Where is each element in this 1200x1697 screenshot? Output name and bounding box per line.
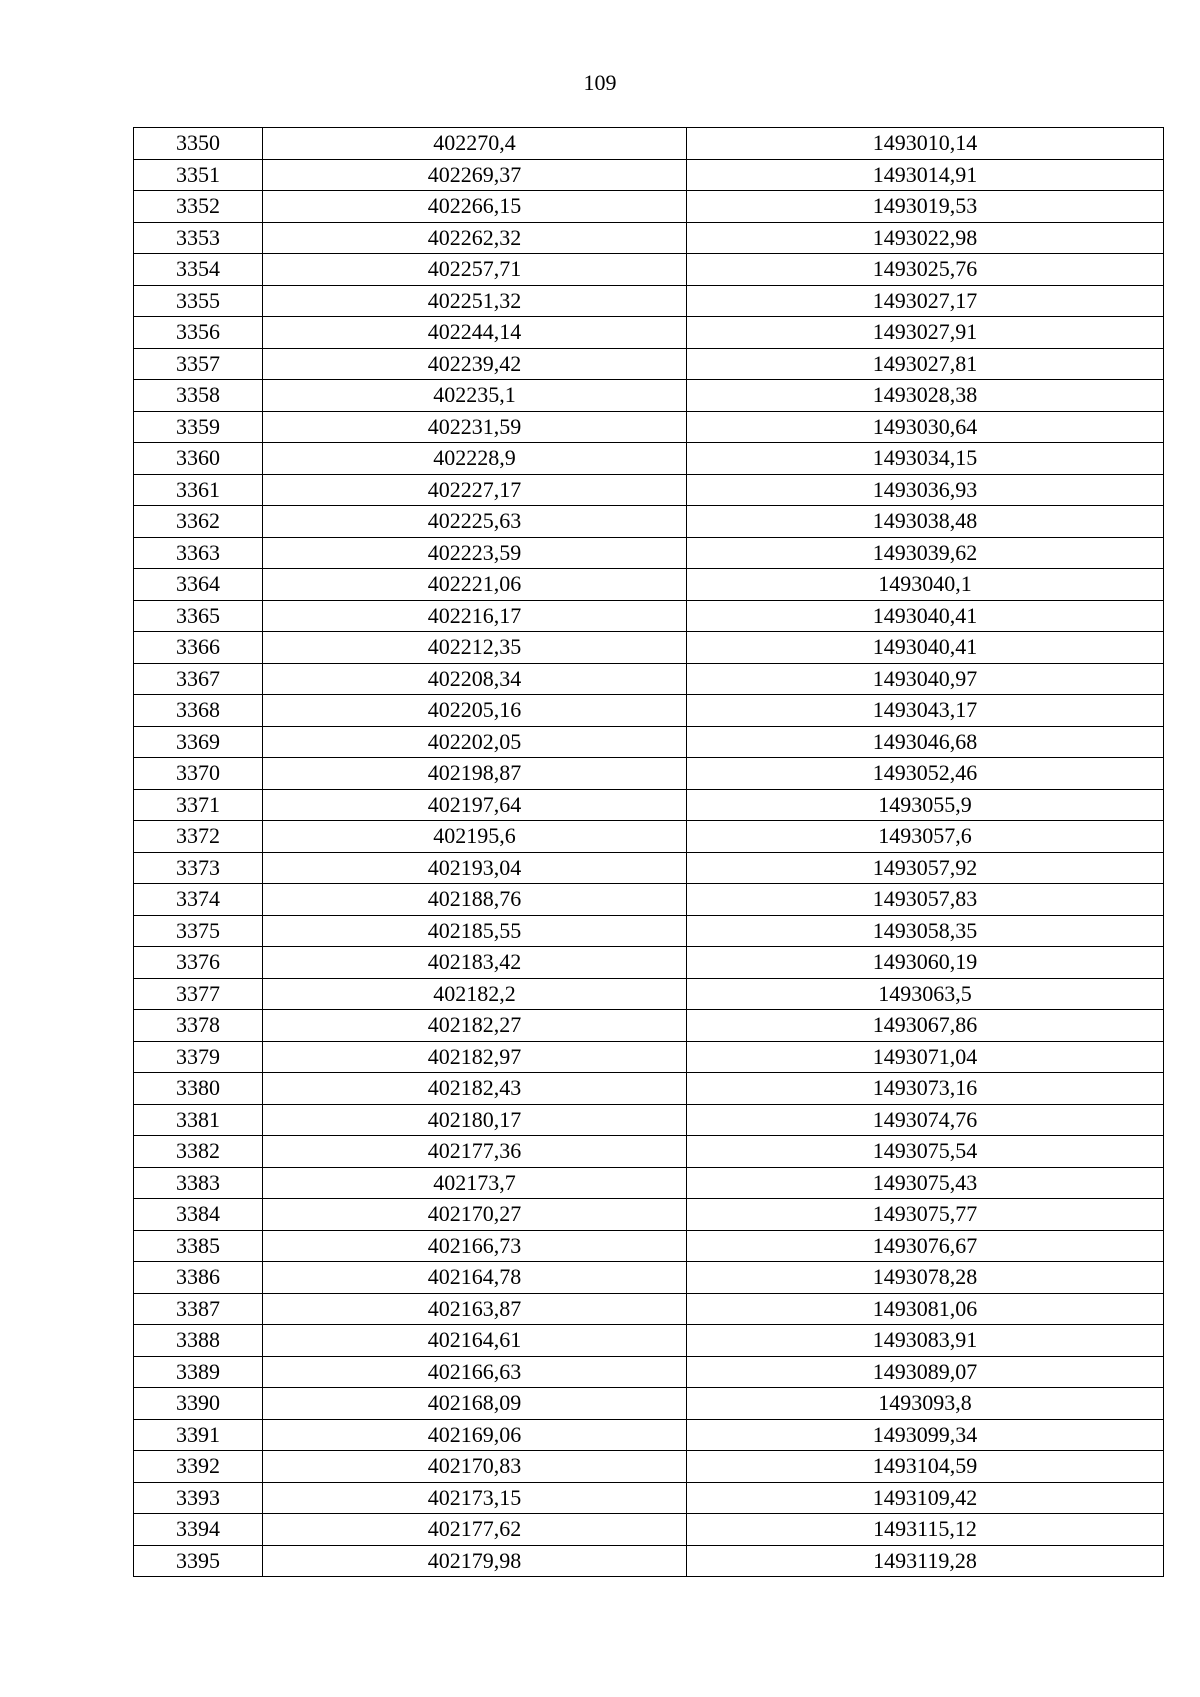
table-row	[134, 978, 1164, 1010]
x-coordinate-cell: 402235,1	[263, 380, 687, 412]
point-number-cell: 3382	[134, 1136, 263, 1168]
x-coordinate-cell: 402170,27	[263, 1199, 687, 1231]
point-number-cell: 3371	[134, 789, 263, 821]
table-row	[134, 1545, 1164, 1577]
y-coordinate-cell: 1493010,14	[687, 128, 1164, 160]
point-number-cell: 3375	[134, 915, 263, 947]
table-row	[134, 285, 1164, 317]
y-coordinate-cell: 1493089,07	[687, 1356, 1164, 1388]
x-coordinate-cell: 402179,98	[263, 1545, 687, 1577]
point-number-cell: 3385	[134, 1230, 263, 1262]
x-coordinate-cell: 402182,2	[263, 978, 687, 1010]
point-number-cell: 3383	[134, 1167, 263, 1199]
y-coordinate-cell: 1493027,81	[687, 348, 1164, 380]
x-coordinate-cell: 402173,15	[263, 1482, 687, 1514]
y-coordinate-cell: 1493073,16	[687, 1073, 1164, 1105]
y-coordinate-cell: 1493063,5	[687, 978, 1164, 1010]
table-row	[134, 1073, 1164, 1105]
point-number-cell: 3373	[134, 852, 263, 884]
x-coordinate-cell: 402169,06	[263, 1419, 687, 1451]
point-number-cell: 3351	[134, 159, 263, 191]
point-number-cell: 3358	[134, 380, 263, 412]
table-row	[134, 159, 1164, 191]
x-coordinate-cell: 402197,64	[263, 789, 687, 821]
point-number-cell: 3379	[134, 1041, 263, 1073]
y-coordinate-cell: 1493115,12	[687, 1514, 1164, 1546]
y-coordinate-cell: 1493093,8	[687, 1388, 1164, 1420]
table-row	[134, 852, 1164, 884]
point-number-cell: 3361	[134, 474, 263, 506]
table-row	[134, 1041, 1164, 1073]
y-coordinate-cell: 1493067,86	[687, 1010, 1164, 1042]
point-number-cell: 3386	[134, 1262, 263, 1294]
y-coordinate-cell: 1493055,9	[687, 789, 1164, 821]
y-coordinate-cell: 1493022,98	[687, 222, 1164, 254]
x-coordinate-cell: 402163,87	[263, 1293, 687, 1325]
table-row	[134, 1167, 1164, 1199]
point-number-cell: 3353	[134, 222, 263, 254]
x-coordinate-cell: 402228,9	[263, 443, 687, 475]
x-coordinate-cell: 402166,73	[263, 1230, 687, 1262]
table-row	[134, 1104, 1164, 1136]
point-number-cell: 3356	[134, 317, 263, 349]
y-coordinate-cell: 1493109,42	[687, 1482, 1164, 1514]
x-coordinate-cell: 402173,7	[263, 1167, 687, 1199]
table-row	[134, 222, 1164, 254]
y-coordinate-cell: 1493043,17	[687, 695, 1164, 727]
point-number-cell: 3364	[134, 569, 263, 601]
x-coordinate-cell: 402270,4	[263, 128, 687, 160]
table-row	[134, 254, 1164, 286]
x-coordinate-cell: 402193,04	[263, 852, 687, 884]
page-number: 109	[583, 70, 617, 95]
table-row	[134, 1262, 1164, 1294]
y-coordinate-cell: 1493071,04	[687, 1041, 1164, 1073]
point-number-cell: 3378	[134, 1010, 263, 1042]
point-number-cell: 3350	[134, 128, 263, 160]
x-coordinate-cell: 402205,16	[263, 695, 687, 727]
table-row	[134, 600, 1164, 632]
table-row	[134, 1388, 1164, 1420]
x-coordinate-cell: 402180,17	[263, 1104, 687, 1136]
table-row	[134, 1325, 1164, 1357]
y-coordinate-cell: 1493025,76	[687, 254, 1164, 286]
table-row	[134, 663, 1164, 695]
y-coordinate-cell: 1493034,15	[687, 443, 1164, 475]
y-coordinate-cell: 1493078,28	[687, 1262, 1164, 1294]
point-number-cell: 3395	[134, 1545, 263, 1577]
point-number-cell: 3391	[134, 1419, 263, 1451]
x-coordinate-cell: 402251,32	[263, 285, 687, 317]
y-coordinate-cell: 1493119,28	[687, 1545, 1164, 1577]
point-number-cell: 3389	[134, 1356, 263, 1388]
x-coordinate-cell: 402239,42	[263, 348, 687, 380]
x-coordinate-cell: 402183,42	[263, 947, 687, 979]
y-coordinate-cell: 1493030,64	[687, 411, 1164, 443]
point-number-cell: 3376	[134, 947, 263, 979]
x-coordinate-cell: 402262,32	[263, 222, 687, 254]
table-row	[134, 1293, 1164, 1325]
point-number-cell: 3380	[134, 1073, 263, 1105]
y-coordinate-cell: 1493074,76	[687, 1104, 1164, 1136]
y-coordinate-cell: 1493099,34	[687, 1419, 1164, 1451]
point-number-cell: 3374	[134, 884, 263, 916]
table-row	[134, 1230, 1164, 1262]
y-coordinate-cell: 1493075,43	[687, 1167, 1164, 1199]
y-coordinate-cell: 1493104,59	[687, 1451, 1164, 1483]
x-coordinate-cell: 402208,34	[263, 663, 687, 695]
y-coordinate-cell: 1493036,93	[687, 474, 1164, 506]
x-coordinate-cell: 402170,83	[263, 1451, 687, 1483]
table-row	[134, 474, 1164, 506]
x-coordinate-cell: 402195,6	[263, 821, 687, 853]
point-number-cell: 3362	[134, 506, 263, 538]
table-row	[134, 411, 1164, 443]
coordinates-table	[133, 127, 1164, 1577]
point-number-cell: 3359	[134, 411, 263, 443]
table-row	[134, 1199, 1164, 1231]
table-row	[134, 506, 1164, 538]
x-coordinate-cell: 402225,63	[263, 506, 687, 538]
point-number-cell: 3363	[134, 537, 263, 569]
y-coordinate-cell: 1493014,91	[687, 159, 1164, 191]
table-row	[134, 915, 1164, 947]
y-coordinate-cell: 1493028,38	[687, 380, 1164, 412]
y-coordinate-cell: 1493038,48	[687, 506, 1164, 538]
table-row	[134, 1010, 1164, 1042]
x-coordinate-cell: 402202,05	[263, 726, 687, 758]
table-row	[134, 128, 1164, 160]
point-number-cell: 3368	[134, 695, 263, 727]
y-coordinate-cell: 1493057,83	[687, 884, 1164, 916]
point-number-cell: 3377	[134, 978, 263, 1010]
y-coordinate-cell: 1493083,91	[687, 1325, 1164, 1357]
x-coordinate-cell: 402227,17	[263, 474, 687, 506]
x-coordinate-cell: 402168,09	[263, 1388, 687, 1420]
table-row	[134, 1514, 1164, 1546]
y-coordinate-cell: 1493060,19	[687, 947, 1164, 979]
table-row	[134, 537, 1164, 569]
y-coordinate-cell: 1493057,6	[687, 821, 1164, 853]
x-coordinate-cell: 402216,17	[263, 600, 687, 632]
table-row	[134, 569, 1164, 601]
point-number-cell: 3360	[134, 443, 263, 475]
point-number-cell: 3390	[134, 1388, 263, 1420]
x-coordinate-cell: 402266,15	[263, 191, 687, 223]
point-number-cell: 3352	[134, 191, 263, 223]
y-coordinate-cell: 1493039,62	[687, 537, 1164, 569]
table-row	[134, 789, 1164, 821]
point-number-cell: 3388	[134, 1325, 263, 1357]
y-coordinate-cell: 1493081,06	[687, 1293, 1164, 1325]
table-row	[134, 1451, 1164, 1483]
point-number-cell: 3372	[134, 821, 263, 853]
table-row	[134, 884, 1164, 916]
x-coordinate-cell: 402185,55	[263, 915, 687, 947]
table-row	[134, 758, 1164, 790]
x-coordinate-cell: 402182,97	[263, 1041, 687, 1073]
x-coordinate-cell: 402221,06	[263, 569, 687, 601]
point-number-cell: 3357	[134, 348, 263, 380]
y-coordinate-cell: 1493027,17	[687, 285, 1164, 317]
table-row	[134, 821, 1164, 853]
x-coordinate-cell: 402212,35	[263, 632, 687, 664]
y-coordinate-cell: 1493057,92	[687, 852, 1164, 884]
table-row	[134, 1482, 1164, 1514]
table-row	[134, 317, 1164, 349]
table-row	[134, 1136, 1164, 1168]
point-number-cell: 3355	[134, 285, 263, 317]
x-coordinate-cell: 402166,63	[263, 1356, 687, 1388]
point-number-cell: 3365	[134, 600, 263, 632]
x-coordinate-cell: 402231,59	[263, 411, 687, 443]
y-coordinate-cell: 1493027,91	[687, 317, 1164, 349]
x-coordinate-cell: 402223,59	[263, 537, 687, 569]
point-number-cell: 3384	[134, 1199, 263, 1231]
y-coordinate-cell: 1493019,53	[687, 191, 1164, 223]
point-number-cell: 3354	[134, 254, 263, 286]
x-coordinate-cell: 402198,87	[263, 758, 687, 790]
table-row	[134, 443, 1164, 475]
y-coordinate-cell: 1493040,41	[687, 632, 1164, 664]
point-number-cell: 3394	[134, 1514, 263, 1546]
x-coordinate-cell: 402244,14	[263, 317, 687, 349]
point-number-cell: 3393	[134, 1482, 263, 1514]
table-row	[134, 191, 1164, 223]
x-coordinate-cell: 402182,27	[263, 1010, 687, 1042]
x-coordinate-cell: 402182,43	[263, 1073, 687, 1105]
y-coordinate-cell: 1493075,54	[687, 1136, 1164, 1168]
point-number-cell: 3387	[134, 1293, 263, 1325]
table-row	[134, 695, 1164, 727]
x-coordinate-cell: 402177,36	[263, 1136, 687, 1168]
y-coordinate-cell: 1493076,67	[687, 1230, 1164, 1262]
y-coordinate-cell: 1493046,68	[687, 726, 1164, 758]
table-row	[134, 380, 1164, 412]
y-coordinate-cell: 1493040,1	[687, 569, 1164, 601]
y-coordinate-cell: 1493075,77	[687, 1199, 1164, 1231]
y-coordinate-cell: 1493058,35	[687, 915, 1164, 947]
table-row	[134, 726, 1164, 758]
point-number-cell: 3366	[134, 632, 263, 664]
y-coordinate-cell: 1493040,41	[687, 600, 1164, 632]
y-coordinate-cell: 1493040,97	[687, 663, 1164, 695]
coordinates-table-body	[134, 128, 1164, 1577]
x-coordinate-cell: 402257,71	[263, 254, 687, 286]
table-row	[134, 348, 1164, 380]
table-row	[134, 1419, 1164, 1451]
point-number-cell: 3369	[134, 726, 263, 758]
x-coordinate-cell: 402164,61	[263, 1325, 687, 1357]
point-number-cell: 3370	[134, 758, 263, 790]
x-coordinate-cell: 402177,62	[263, 1514, 687, 1546]
point-number-cell: 3392	[134, 1451, 263, 1483]
table-row	[134, 1356, 1164, 1388]
x-coordinate-cell: 402164,78	[263, 1262, 687, 1294]
y-coordinate-cell: 1493052,46	[687, 758, 1164, 790]
x-coordinate-cell: 402269,37	[263, 159, 687, 191]
point-number-cell: 3381	[134, 1104, 263, 1136]
x-coordinate-cell: 402188,76	[263, 884, 687, 916]
table-row	[134, 632, 1164, 664]
table-row	[134, 947, 1164, 979]
point-number-cell: 3367	[134, 663, 263, 695]
